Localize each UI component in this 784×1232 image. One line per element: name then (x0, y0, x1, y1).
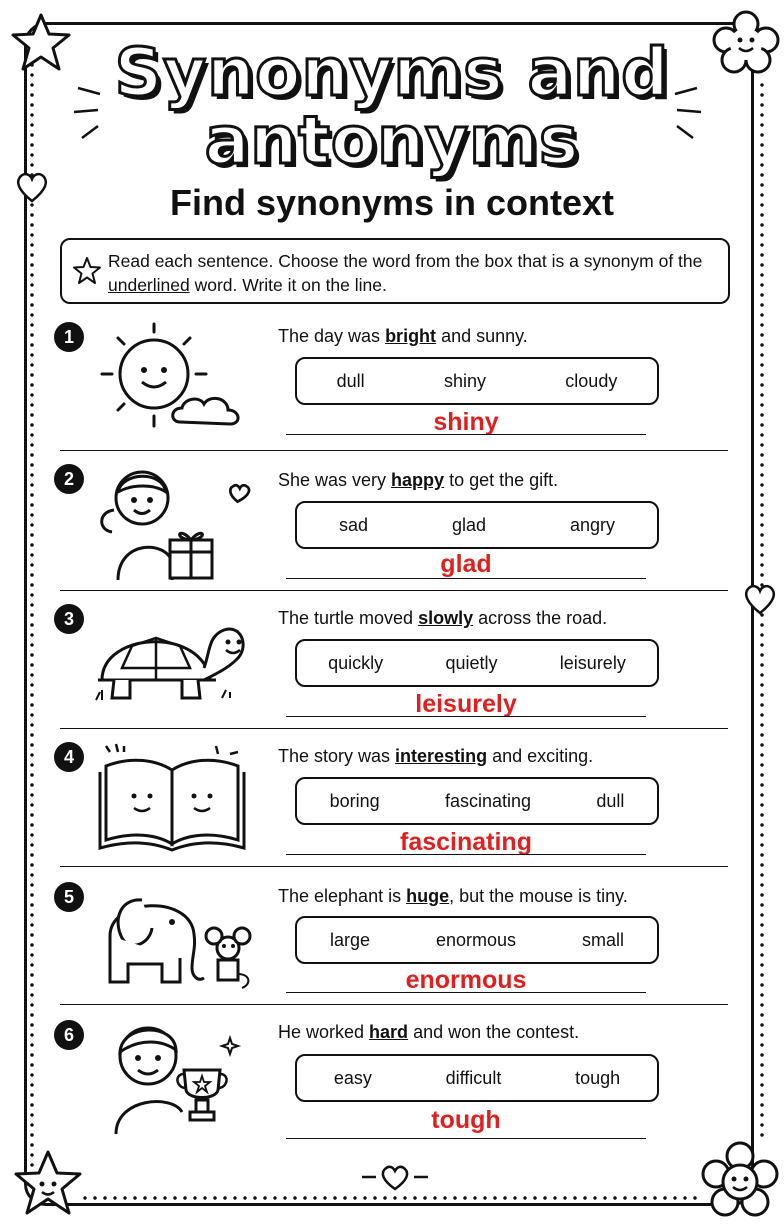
girl-with-gift-icon (92, 462, 262, 582)
question-1 (0, 318, 784, 458)
choice-word[interactable]: tough (575, 1067, 621, 1088)
choice-word[interactable]: dull (336, 370, 365, 391)
target-word: happy (391, 470, 445, 490)
answer-text[interactable]: enormous (405, 966, 527, 994)
sentence-after: and exciting. (487, 746, 594, 766)
answer-line (286, 854, 646, 855)
answer-text[interactable]: fascinating (400, 828, 532, 856)
question-sentence (278, 470, 558, 491)
question-2 (0, 462, 784, 602)
sentence-after: and won the contest. (408, 1022, 580, 1042)
target-word: slowly (418, 608, 474, 628)
choice-word[interactable]: quickly (328, 652, 384, 673)
question-6 (0, 1016, 784, 1156)
answer-line (286, 434, 646, 435)
sentence-before: The story was (278, 746, 396, 766)
instructions-box (60, 238, 730, 304)
question-5 (0, 878, 784, 1018)
question-sentence (278, 746, 593, 767)
sentence-after: and sunny. (436, 326, 528, 346)
instructions-underlined: underlined (108, 275, 190, 295)
choice-word[interactable]: cloudy (565, 370, 618, 391)
sentence-before: She was very (278, 470, 392, 490)
target-word: bright (385, 326, 437, 346)
choice-word[interactable]: small (582, 929, 625, 950)
choice-word[interactable]: fascinating (444, 790, 532, 811)
answer-text[interactable]: shiny (433, 408, 499, 436)
word-box (295, 501, 659, 549)
choice-word[interactable]: difficult (445, 1067, 502, 1088)
sun-icon (92, 318, 262, 438)
sentence-before: The elephant is (278, 886, 407, 906)
answer-line (286, 578, 646, 579)
word-box (295, 357, 659, 405)
answer-line (286, 1138, 646, 1139)
elephant-mouse-icon (92, 878, 262, 998)
sentence-after: to get the gift. (444, 470, 559, 490)
page-title-line1: Synonyms and (114, 34, 670, 111)
sentence-before: He worked (278, 1022, 370, 1042)
footer-heart-icon (360, 1162, 430, 1192)
word-box (295, 1054, 659, 1102)
target-word: huge (406, 886, 450, 906)
question-number: 1 (54, 322, 84, 352)
answer-line (286, 992, 646, 993)
answer-text[interactable]: tough (431, 1106, 501, 1134)
instructions-part1: Read each sentence. Choose the word from the box that is a synonym of the (108, 251, 703, 271)
book-icon (92, 740, 262, 860)
choice-word[interactable]: easy (333, 1067, 372, 1088)
choice-word[interactable]: angry (569, 514, 616, 535)
choice-word[interactable]: large (329, 929, 371, 950)
answer-text[interactable]: leisurely (415, 690, 517, 718)
target-word: interesting (395, 746, 488, 766)
smiling-star-icon (12, 1148, 84, 1220)
boy-trophy-icon (92, 1016, 262, 1136)
question-sentence (278, 1022, 579, 1043)
question-divider (60, 728, 728, 729)
word-box (295, 777, 659, 825)
word-box (295, 639, 659, 687)
sentence-after: , but the mouse is tiny. (449, 886, 628, 906)
question-sentence (278, 608, 607, 629)
question-divider (60, 1004, 728, 1005)
page-title-line2: antonyms (204, 102, 580, 179)
question-number: 6 (54, 1020, 84, 1050)
question-4 (0, 740, 784, 880)
choice-word[interactable]: boring (329, 790, 380, 811)
question-sentence (278, 326, 528, 347)
question-divider (60, 590, 728, 591)
answer-text[interactable]: glad (440, 550, 492, 578)
sentence-after: across the road. (473, 608, 608, 628)
instructions-text (108, 249, 718, 297)
question-divider (60, 450, 728, 451)
answer-line (286, 716, 646, 717)
sentence-before: The turtle moved (278, 608, 419, 628)
question-divider (60, 866, 728, 867)
word-box (295, 916, 659, 964)
dotted-border-bottom (80, 1196, 700, 1200)
question-number: 2 (54, 464, 84, 494)
choice-word[interactable]: enormous (435, 929, 517, 950)
page-subtitle: Find synonyms in context (169, 182, 615, 223)
turtle-icon (92, 602, 262, 722)
question-3 (0, 602, 784, 742)
choice-word[interactable]: glad (451, 514, 487, 535)
star-icon (72, 256, 102, 286)
sentence-before: The day was (278, 326, 386, 346)
choice-word[interactable]: leisurely (559, 652, 626, 673)
choice-word[interactable]: sad (338, 514, 369, 535)
question-sentence (278, 886, 628, 907)
choice-word[interactable]: dull (596, 790, 625, 811)
question-number: 4 (54, 742, 84, 772)
choice-word[interactable]: shiny (443, 370, 486, 391)
choice-word[interactable]: quietly (445, 652, 498, 673)
instructions-part2: word. Write it on the line. (189, 275, 387, 295)
question-number: 5 (54, 882, 84, 912)
question-number: 3 (54, 604, 84, 634)
target-word: hard (369, 1022, 409, 1042)
